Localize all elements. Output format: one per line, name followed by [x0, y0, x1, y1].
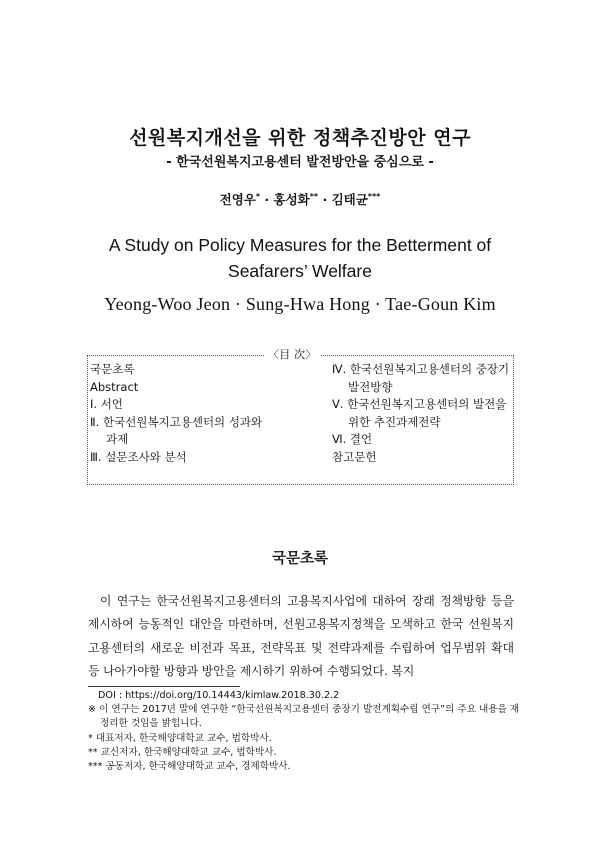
abstract-heading: 국문초록 [271, 551, 329, 567]
author-2-mark: ** [309, 191, 319, 201]
toc-item: Ⅴ. 한국선원복지고용센터의 발전을 위한 추진과제전략 [332, 397, 507, 429]
author-footnote-3: *** 공동저자, 한국해양대학교 교수, 경제학박사. [88, 761, 291, 773]
english-title-line-1: A Study on Policy Measures for the Betterment of [108, 235, 492, 255]
footnotes [88, 689, 528, 774]
author-2: 홍성화 [273, 192, 310, 207]
toc-item: Ⅵ. 결언 [332, 432, 373, 446]
english-title-line-2: Seafarers’ Welfare [228, 261, 372, 281]
toc-item: 국문초록 [90, 362, 135, 376]
korean-subtitle: - 한국선원복지고용센터 발전방안을 중심으로 - [166, 155, 434, 170]
author-separator: · [260, 192, 274, 207]
korean-authors [0, 190, 600, 208]
toc-item: Ⅲ. 설문조사와 분석 [90, 449, 187, 464]
author-separator: · [318, 192, 332, 207]
toc-label: 〈目 次〉 [264, 346, 321, 362]
toc-item: 참고문헌 [332, 449, 377, 464]
author-footnote-1: * 대표저자, 한국해양대학교 교수, 법학박사. [88, 732, 272, 744]
english-title [0, 232, 600, 284]
author-1: 전영우 [219, 192, 256, 207]
toc-item: Ⅳ. 한국선원복지고용센터의 중장기 발전방향 [332, 362, 510, 394]
korean-title: 선원복지개선을 위한 정책추진방안 연구 [129, 127, 471, 149]
author-1-mark: * [255, 191, 261, 201]
doi-footnote: DOI : https://doi.org/10.14443/kimlaw.2018.30.2.2 [98, 690, 340, 701]
author-3: 김태균 [331, 192, 368, 207]
toc-item: Ⅱ. 한국선원복지고용센터의 성과와 과제 [90, 414, 263, 446]
research-note-footnote: ※ 이 연구는 2017년 말에 연구한 “한국선원복지고용센터 중장기 발전계획수립 연구”의 주요 내용을 재정리한 것임을 밝힙니다. [88, 704, 520, 730]
author-3-mark: *** [367, 191, 381, 201]
toc-item: Ⅰ. 서언 [90, 397, 123, 411]
abstract-paragraph: 이 연구는 한국선원복지고용센터의 고용복지사업에 대하여 장래 정책방향 등을 제시하여 능동적인 대안을 마련하며, 선원고용복지정책을 모색하고 한국 선원복지고용센터의 새로운 비전과 목표, 전략목표 및 전략과제를 수립하여 업무범위 확대 등 나아가야할 방향과 방안을 제시하기 위하여 수행되었다. 복지 [88, 594, 514, 678]
author-footnote-2: ** 교신저자, 한국해양대학교 교수, 법학박사. [88, 746, 277, 758]
english-authors: Yeong-Woo Jeon · Sung-Hwa Hong · Tae-Goun Kim [104, 294, 496, 314]
toc-left-column [90, 361, 340, 466]
toc-right-column [332, 361, 522, 466]
toc-item: Abstract [90, 379, 139, 394]
footnote-divider [88, 686, 240, 687]
